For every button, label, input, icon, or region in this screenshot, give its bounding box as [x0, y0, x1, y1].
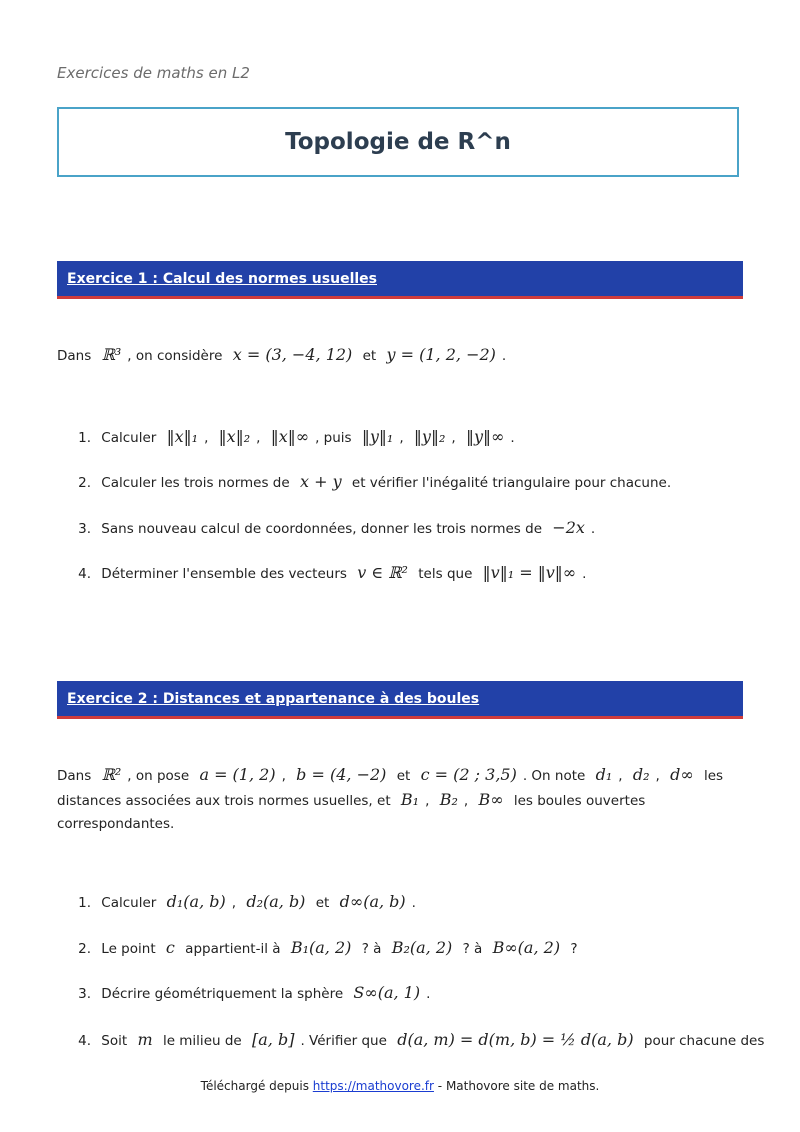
document-subject: Exercices de maths en L2: [57, 64, 250, 82]
page-title: Topologie de R^n: [285, 129, 511, 155]
math-expression: b = (4, −2): [296, 765, 387, 784]
footer-prefix: Téléchargé depuis: [200, 1079, 309, 1093]
math-expression: d₂(a, b): [246, 892, 306, 911]
math-expression: y = (1, 2, −2): [386, 345, 496, 364]
question-number: 3.: [78, 521, 91, 537]
text: le milieu de: [162, 1033, 242, 1049]
text: ,: [463, 793, 469, 809]
text: tels que: [418, 566, 473, 582]
text: . On note: [522, 768, 586, 784]
question-item: [57, 1030, 765, 1049]
math-expression: B∞: [478, 790, 504, 809]
math-expression: ‖x‖₁: [166, 427, 199, 446]
text: Dans: [57, 768, 92, 784]
question-item: [57, 892, 747, 911]
site-link[interactable]: https://mathovore.fr: [312, 1079, 434, 1093]
math-expression: ‖x‖∞: [270, 427, 310, 446]
math-expression: d₁: [595, 765, 613, 784]
text: Déterminer l'ensemble des vecteurs: [101, 566, 347, 582]
math-expression: ‖y‖₁: [361, 427, 394, 446]
math-expression: B∞(a, 2): [492, 938, 561, 957]
text: ,: [451, 430, 456, 446]
question-item: [57, 563, 747, 582]
text: et vérifier l'inégalité triangulaire pour chacune.: [351, 475, 672, 491]
question-number: 2.: [78, 941, 91, 957]
text: Dans: [57, 348, 92, 364]
text: Soit: [101, 1033, 128, 1049]
math-expression: ‖v‖₁ = ‖v‖∞: [482, 563, 577, 582]
text: .: [501, 348, 507, 364]
math-expression: x = (3, −4, 12): [232, 345, 353, 364]
title-box: [57, 107, 739, 177]
math-expression: −2x: [552, 518, 585, 537]
text: , on pose: [127, 768, 190, 784]
question-item: [57, 472, 747, 491]
text: Décrire géométriquement la sphère: [101, 986, 344, 1002]
text: ?: [570, 941, 578, 957]
text: ? à: [462, 941, 483, 957]
math-expression: ‖x‖₂: [218, 427, 251, 446]
math-expression: d₂: [632, 765, 650, 784]
math-expression: d∞: [670, 765, 694, 784]
text: Calculer: [101, 430, 157, 446]
math-expression: B₁(a, 2): [290, 938, 352, 957]
text: . Vérifier que: [300, 1033, 387, 1049]
math-expression: ℝ³: [101, 345, 122, 364]
math-expression: d(a, m) = d(m, b) = ½ d(a, b): [397, 1030, 634, 1049]
text: , on considère: [127, 348, 223, 364]
question-number: 1.: [78, 895, 91, 911]
question-number: 4.: [78, 566, 91, 582]
footer-suffix: - Mathovore site de maths.: [437, 1079, 600, 1093]
text: et: [396, 768, 411, 784]
text: Calculer: [101, 895, 157, 911]
text: .: [510, 430, 515, 446]
math-expression: [a, b]: [252, 1030, 295, 1049]
text: et: [362, 348, 377, 364]
question-item: [57, 427, 747, 446]
text: les boules ouvertes correspondantes.: [57, 793, 646, 832]
text: .: [411, 895, 416, 911]
math-expression: S∞(a, 1): [353, 983, 421, 1002]
text: ,: [256, 430, 261, 446]
math-expression: B₂(a, 2): [391, 938, 453, 957]
exercise-2-title: Exercice 2 : Distances et appartenance à des boules: [67, 690, 480, 707]
text: .: [426, 986, 431, 1002]
question-number: 1.: [78, 430, 91, 446]
text: ,: [618, 768, 623, 784]
text: appartient-il à: [185, 941, 281, 957]
question-item: [57, 518, 747, 537]
math-expression: m: [137, 1030, 153, 1049]
exercise-1-header: [57, 261, 743, 299]
exercise-2-header: [57, 681, 743, 719]
question-number: 2.: [78, 475, 91, 491]
question-item: [57, 983, 747, 1002]
text: les distances associées aux trois normes usuelles, et: [57, 768, 724, 809]
text: .: [582, 566, 587, 582]
math-expression: c = (2 ; 3,5): [420, 765, 517, 784]
math-expression: a = (1, 2): [199, 765, 276, 784]
text: pour chacune des: [643, 1033, 765, 1049]
exercise-1-title: Exercice 1 : Calcul des normes usuelles: [67, 270, 377, 287]
exercise-2-intro: [57, 763, 747, 836]
text: ? à: [361, 941, 382, 957]
question-item: [57, 938, 747, 957]
math-expression: B₁: [400, 790, 420, 809]
math-expression: ‖y‖∞: [465, 427, 505, 446]
exercise-1-intro: [57, 343, 747, 368]
math-expression: d∞(a, b): [339, 892, 406, 911]
text: et: [315, 895, 330, 911]
question-number: 3.: [78, 986, 91, 1002]
text: ,: [231, 895, 237, 911]
math-expression: v ∈ ℝ²: [357, 563, 408, 582]
math-expression: x + y: [299, 472, 342, 491]
text: , puis: [315, 430, 352, 446]
question-number: 4.: [78, 1033, 91, 1049]
text: ,: [425, 793, 430, 809]
page-footer: [0, 1079, 800, 1093]
math-expression: ‖y‖₂: [413, 427, 446, 446]
math-expression: ℝ²: [101, 765, 122, 784]
text: Le point: [101, 941, 156, 957]
math-expression: d₁(a, b): [166, 892, 226, 911]
text: Sans nouveau calcul de coordonnées, donner les trois normes de: [101, 521, 542, 537]
text: ,: [655, 768, 660, 784]
text: ,: [399, 430, 404, 446]
text: Calculer les trois normes de: [101, 475, 290, 491]
text: .: [590, 521, 596, 537]
math-expression: c: [165, 938, 175, 957]
text: ,: [204, 430, 209, 446]
math-expression: B₂: [439, 790, 458, 809]
text: ,: [281, 768, 286, 784]
